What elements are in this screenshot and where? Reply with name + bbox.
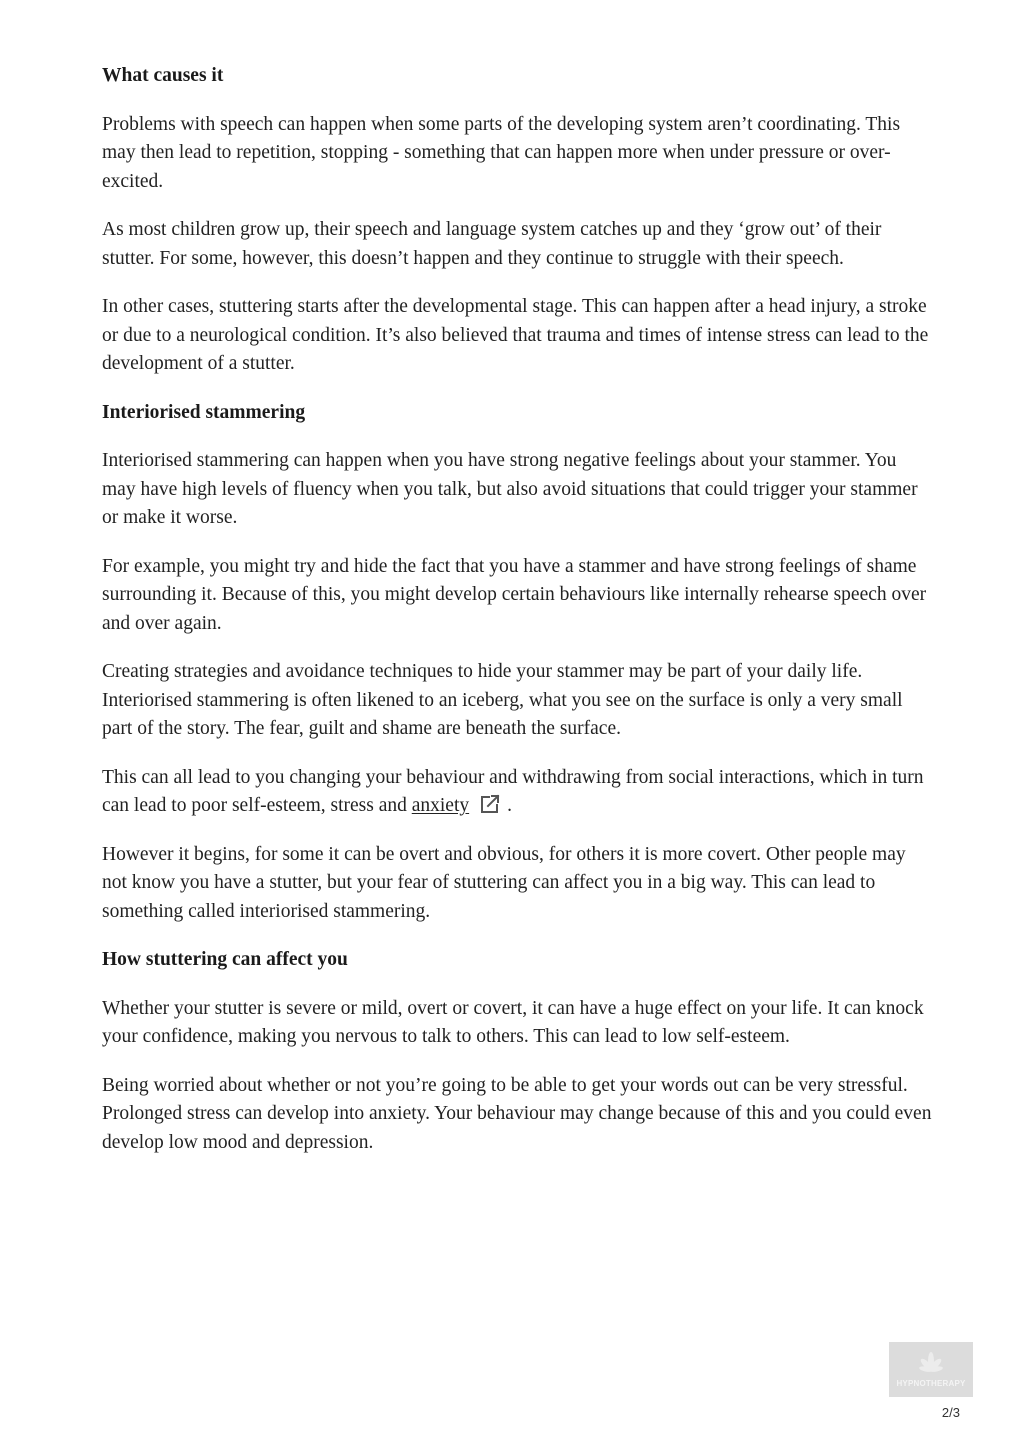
paragraph: Creating strategies and avoidance techniques to hide your stammer may be part of your daily life. Interiorised stammering is often likened to an iceberg, what you see on the surface is only a very small part of the story. The fear, guilt and shame are beneath the surface. <box>102 661 903 739</box>
paragraph-text: . <box>507 795 513 816</box>
paragraph-with-link <box>102 764 932 821</box>
paragraph: Whether your stutter is severe or mild, overt or covert, it can have a huge effect on your life. It can knock your confidence, making you nervous to talk to others. This can lead to low self-esteem. <box>102 997 924 1047</box>
article-body <box>102 62 932 1177</box>
section-heading-affect: How stuttering can affect you <box>102 949 348 970</box>
paragraph: In other cases, stuttering starts after the developmental stage. This can happen after a head injury, a stroke or due to a neurological condition. It’s also believed that trauma and times of intense stress can lead to the development of a stutter. <box>102 296 929 374</box>
paragraph: Problems with speech can happen when some parts of the developing system aren’t coordinating. This may then lead to repetition, stopping - something that can happen more when under pressure or over-excited. <box>102 113 901 192</box>
paragraph: For example, you might try and hide the fact that you have a stammer and have strong feelings of shame surrounding it. Because of this, you might develop certain behaviours like internally rehearse speech over and over again. <box>102 555 927 634</box>
paragraph: However it begins, for some it can be overt and obvious, for others it is more covert. Other people may not know you have a stutter, but your fear of stuttering can affect you in a big way. This can lead to something called interiorised stammering. <box>102 843 906 922</box>
paragraph: As most children grow up, their speech and language system catches up and they ‘grow out’ of their stutter. For some, however, this doesn’t happen and they continue to struggle with their speech. <box>102 219 882 269</box>
anxiety-link[interactable]: anxiety <box>411 795 470 816</box>
logo-text: HYPNOTHERAPY <box>896 1379 966 1388</box>
page-number: 2/3 <box>941 1405 960 1420</box>
section-heading-interiorised: Interiorised stammering <box>102 401 306 423</box>
hypnotherapy-logo <box>889 1342 973 1397</box>
paragraph: Being worried about whether or not you’re going to be able to get your words out can be very stressful. Prolonged stress can develop into anxiety. Your behaviour may change because of this and you could even develop low mood and depression. <box>102 1074 932 1153</box>
section-heading-causes: What causes it <box>102 65 224 86</box>
hypnotherapy-logo-icon <box>916 1351 946 1377</box>
external-link-icon[interactable] <box>479 793 501 815</box>
paragraph: Interiorised stammering can happen when you have strong negative feelings about your stammer. You may have high levels of fluency when you talk, but also avoid situations that could trigger your stammer or make it worse. <box>102 450 918 528</box>
paragraph-text: This can all lead to you changing your behaviour and withdrawing from social interactions, which in turn can lead to poor self-esteem, stress and <box>102 766 924 816</box>
